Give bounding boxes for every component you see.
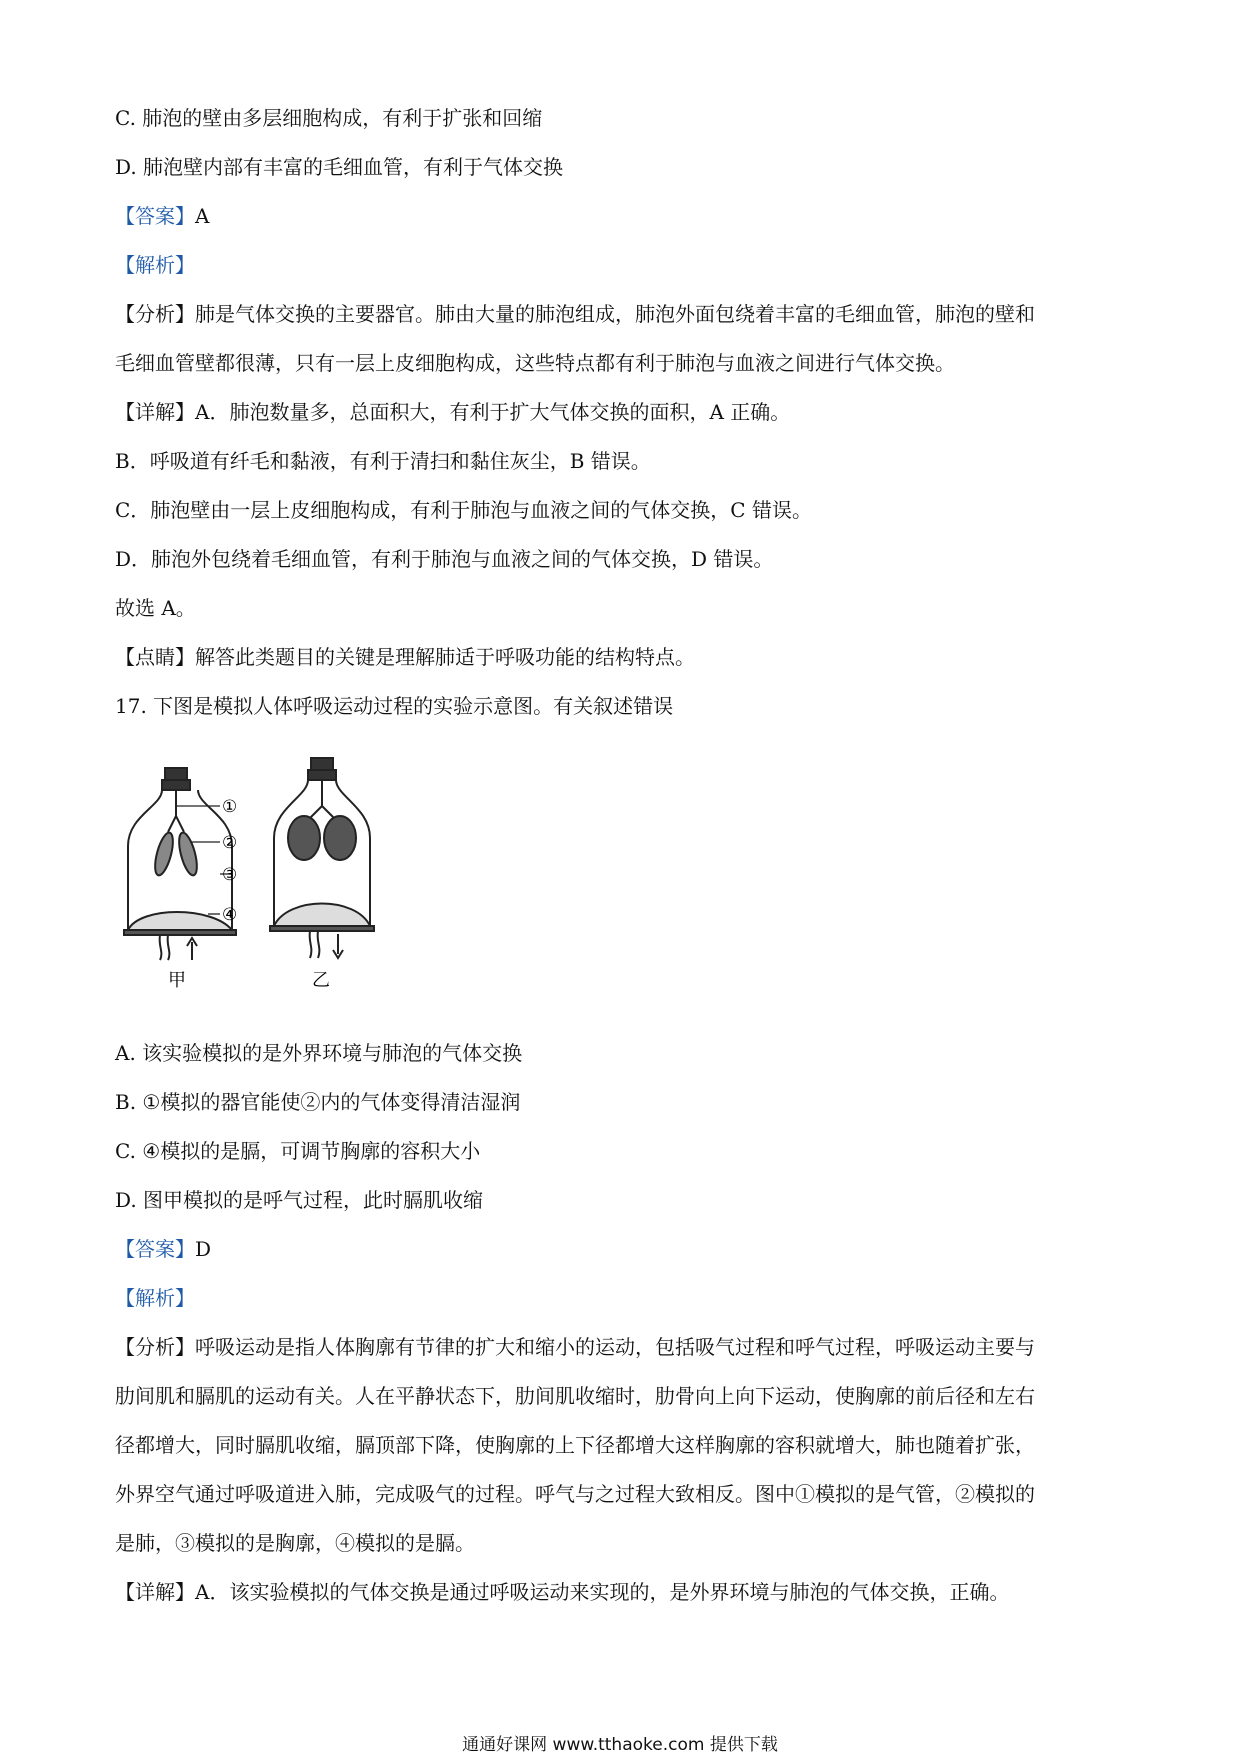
option-17-b: B. ①模拟的器官能使②内的气体变得清洁湿润 <box>115 1090 521 1114</box>
dianjing-tag: 【点睛】 <box>115 645 195 669</box>
dianjing-text: 解答此类题目的关键是理解肺适于呼吸功能的结构特点。 <box>195 645 695 669</box>
xiangjie-1-choose: 故选 A。 <box>115 596 196 620</box>
question-17: 17. 下图是模拟人体呼吸运动过程的实验示意图。有关叙述错误 <box>115 694 674 718</box>
fenxi-2-line1 <box>115 1333 1145 1361</box>
xiangjie-tag: 【详解】 <box>115 400 195 424</box>
label-4: ④ <box>222 905 238 925</box>
option-c-prev: C. 肺泡的壁由多层细胞构成，有利于扩张和回缩 <box>115 106 543 130</box>
answer-value: A <box>195 204 210 228</box>
answer-2 <box>115 1235 1145 1263</box>
option-d-prev: D. 肺泡壁内部有丰富的毛细血管，有利于气体交换 <box>115 155 564 179</box>
xiangjie-1-d: D．肺泡外包绕着毛细血管，有利于肺泡与血液之间的气体交换，D 错误。 <box>115 547 774 571</box>
fenxi-2-line3: 径都增大，同时膈肌收缩，膈顶部下降，使胸廓的上下径都增大这样胸廓的容积就增大，肺也随着扩张， <box>115 1433 1035 1457</box>
xiangjie-2-a <box>115 1578 1145 1606</box>
xiangjie-1-c: C．肺泡壁由一层上皮细胞构成，有利于肺泡与血液之间的气体交换，C 错误。 <box>115 498 812 522</box>
fenxi-1-line1 <box>115 300 1145 328</box>
answer-value: D <box>195 1237 212 1261</box>
xiangjie-1-a <box>115 398 1145 426</box>
fenxi-text: 肺是气体交换的主要器官。肺由大量的肺泡组成，肺泡外面包绕着丰富的毛细血管，肺泡的壁和 <box>195 302 1035 326</box>
fenxi-tag: 【分析】 <box>115 302 195 326</box>
label-1: ① <box>222 797 238 817</box>
xiangjie-1-b: B．呼吸道有纤毛和黏液，有利于清扫和黏住灰尘，B 错误。 <box>115 449 651 473</box>
jar-jia <box>124 768 236 960</box>
analysis-1-tag: 【解析】 <box>115 253 195 277</box>
dianjing-1 <box>115 643 1145 671</box>
answer-1 <box>115 202 1145 230</box>
breathing-model-figure <box>120 746 420 1006</box>
option-17-d: D. 图甲模拟的是呼气过程，此时膈肌收缩 <box>115 1188 484 1212</box>
analysis-2-tag: 【解析】 <box>115 1286 195 1310</box>
fenxi-2-line2: 肋间肌和膈肌的运动有关。人在平静状态下，肋间肌收缩时，肋骨向上向下运动，使胸廓的前后径和左右 <box>115 1384 1035 1408</box>
fenxi-text: 呼吸运动是指人体胸廓有节律的扩大和缩小的运动，包括吸气过程和呼气过程，呼吸运动主要与 <box>195 1335 1035 1359</box>
option-17-c: C. ④模拟的是膈，可调节胸廓的容积大小 <box>115 1139 481 1163</box>
fenxi-1-line2: 毛细血管壁都很薄，只有一层上皮细胞构成，这些特点都有利于肺泡与血液之间进行气体交换。 <box>115 351 955 375</box>
xiangjie-text: A．肺泡数量多，总面积大，有利于扩大气体交换的面积，A 正确。 <box>195 400 791 424</box>
option-17-a: A. 该实验模拟的是外界环境与肺泡的气体交换 <box>115 1041 523 1065</box>
jar-yi <box>270 758 374 958</box>
caption-yi: 乙 <box>312 970 330 991</box>
fenxi-tag: 【分析】 <box>115 1335 195 1359</box>
caption-jia: 甲 <box>168 970 186 991</box>
xiangjie-tag: 【详解】 <box>115 1580 195 1604</box>
answer-tag: 【答案】 <box>115 1237 195 1261</box>
fenxi-2-line5: 是肺，③模拟的是胸廓，④模拟的是膈。 <box>115 1531 475 1555</box>
label-3: ③ <box>222 865 238 885</box>
answer-tag: 【答案】 <box>115 204 195 228</box>
xiangjie-text: A．该实验模拟的气体交换是通过呼吸运动来实现的，是外界环境与肺泡的气体交换，正确。 <box>195 1580 1010 1604</box>
label-2: ② <box>222 833 238 853</box>
fenxi-2-line4: 外界空气通过呼吸道进入肺，完成吸气的过程。呼气与之过程大致相反。图中①模拟的是气管，②模拟的 <box>115 1482 1035 1506</box>
page-footer: 通通好课网 www.tthaoke.com 提供下载 <box>462 1735 778 1755</box>
